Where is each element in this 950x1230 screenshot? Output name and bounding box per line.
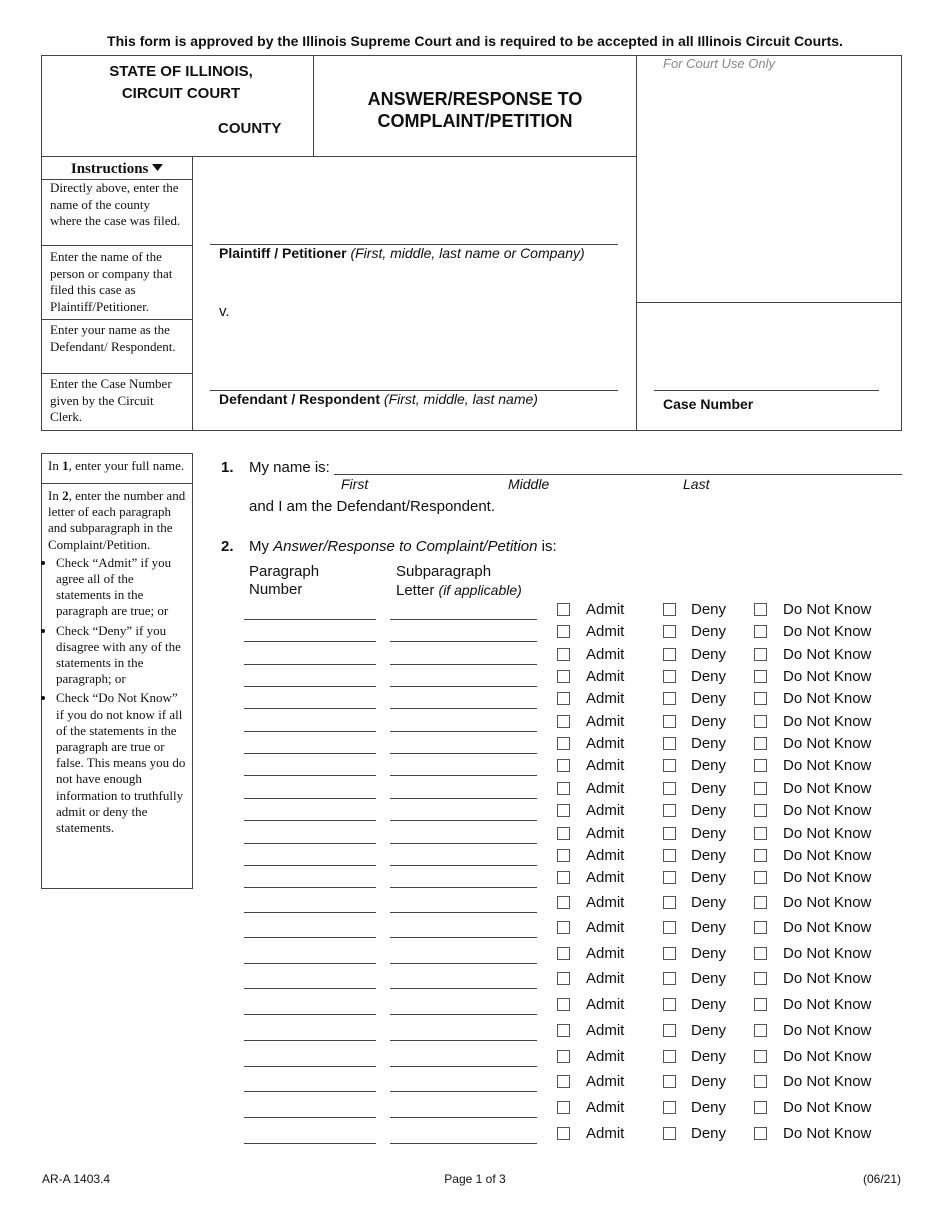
deny-checkbox[interactable]: [663, 692, 676, 705]
instruction-plaintiff-text: Enter the name of the person or company that filed this case as Plaintiff/Petitioner.: [50, 249, 173, 314]
admit-checkbox[interactable]: [557, 804, 570, 817]
paragraph-number-field[interactable]: [244, 937, 376, 938]
instruction-item1-num: 1: [62, 458, 69, 473]
deny-checkbox[interactable]: [663, 804, 676, 817]
do-not-know-label: Do Not Know: [783, 919, 872, 936]
do-not-know-checkbox[interactable]: [754, 1024, 767, 1037]
do-not-know-label: Do Not Know: [783, 712, 872, 730]
instruction-case-number-text: Enter the Case Number given by the Circuit Clerk.: [50, 376, 172, 424]
deny-label: Deny: [691, 1048, 727, 1065]
paragraph-number-field[interactable]: [244, 1117, 376, 1118]
admit-label: Admit: [586, 712, 625, 730]
deny-label: Deny: [691, 645, 727, 663]
paragraph-number-field[interactable]: [244, 686, 376, 687]
deny-label: Deny: [691, 824, 727, 842]
deny-label: Deny: [691, 1099, 727, 1116]
admit-checkbox[interactable]: [557, 625, 570, 638]
state-line: STATE OF ILLINOIS,: [109, 63, 253, 80]
subparagraph-letter-field[interactable]: [390, 937, 537, 938]
court-box-divider: [636, 302, 902, 303]
admit-label: Admit: [586, 1125, 625, 1142]
do-not-know-checkbox[interactable]: [754, 896, 767, 909]
deny-label: Deny: [691, 690, 727, 708]
plaintiff-label-hint: (First, middle, last name or Company): [350, 245, 585, 261]
full-name-field[interactable]: [334, 474, 902, 475]
deny-label: Deny: [691, 894, 727, 911]
section1-suffix: and I am the Defendant/Respondent.: [249, 498, 496, 515]
subparagraph-letter-field[interactable]: [390, 708, 537, 709]
do-not-know-label: Do Not Know: [783, 945, 872, 962]
form-title: [313, 88, 637, 132]
paragraph-number-field[interactable]: [244, 1014, 376, 1015]
admit-checkbox[interactable]: [557, 782, 570, 795]
subparagraph-letter-field[interactable]: [390, 1066, 537, 1067]
instruction-item2-text: [48, 488, 187, 553]
subparagraph-letter-field[interactable]: [390, 753, 537, 754]
admit-label: Admit: [586, 996, 625, 1013]
subparagraph-letter-field[interactable]: [390, 619, 537, 620]
admit-checkbox[interactable]: [557, 827, 570, 840]
paragraph-number-field[interactable]: [244, 708, 376, 709]
admit-checkbox[interactable]: [557, 737, 570, 750]
do-not-know-label: Do Not Know: [783, 735, 872, 753]
subparagraph-letter-field[interactable]: [390, 843, 537, 844]
do-not-know-label: Do Not Know: [783, 690, 872, 708]
subparagraph-letter-field[interactable]: [390, 1014, 537, 1015]
section2-label-pre: My: [249, 538, 274, 555]
subparagraph-letter-field[interactable]: [390, 1117, 537, 1118]
deny-checkbox[interactable]: [663, 871, 676, 884]
section2-label-italic: Answer/Response to Complaint/Petition: [273, 538, 538, 555]
deny-checkbox[interactable]: [663, 998, 676, 1011]
last-name-caption: Last: [683, 476, 710, 492]
admit-checkbox[interactable]: [557, 972, 570, 985]
deny-checkbox[interactable]: [663, 715, 676, 728]
deny-checkbox[interactable]: [663, 921, 676, 934]
do-not-know-label: Do Not Know: [783, 970, 872, 987]
instruction-case-number: [41, 374, 193, 431]
case-number-field[interactable]: [654, 390, 879, 391]
do-not-know-label: Do Not Know: [783, 869, 872, 887]
deny-label: Deny: [691, 919, 727, 936]
instruction-defendant: [41, 320, 193, 374]
deny-checkbox[interactable]: [663, 849, 676, 862]
deny-label: Deny: [691, 945, 727, 962]
instructions-heading-text: Instructions: [70, 161, 149, 177]
circuit-court-line: CIRCUIT COURT: [121, 85, 241, 102]
deny-checkbox[interactable]: [663, 759, 676, 772]
county-label: COUNTY: [218, 120, 282, 137]
form-title-line1: ANSWER/RESPONSE TO: [367, 89, 583, 109]
instruction-item1: [42, 454, 192, 483]
do-not-know-checkbox[interactable]: [754, 972, 767, 985]
do-not-know-checkbox[interactable]: [754, 670, 767, 683]
defendant-label-hint: (First, middle, last name): [383, 391, 538, 407]
admit-label: Admit: [586, 802, 625, 820]
admit-label: Admit: [586, 735, 625, 753]
paragraph-number-field[interactable]: [244, 1091, 376, 1092]
subparagraph-letter-field[interactable]: [390, 1143, 537, 1144]
admit-label: Admit: [586, 623, 625, 641]
paragraph-header-line1: Paragraph: [249, 563, 320, 580]
paragraph-number-field[interactable]: [244, 619, 376, 620]
admit-label: Admit: [586, 945, 625, 962]
subparagraph-column-header: [396, 563, 522, 600]
plaintiff-label: [219, 245, 585, 261]
deny-checkbox[interactable]: [663, 625, 676, 638]
instruction-bullets: [42, 555, 187, 836]
instruction-item1-pre: In: [48, 458, 63, 473]
do-not-know-checkbox[interactable]: [754, 827, 767, 840]
do-not-know-checkbox[interactable]: [754, 625, 767, 638]
do-not-know-checkbox[interactable]: [754, 737, 767, 750]
do-not-know-label: Do Not Know: [783, 668, 872, 686]
admit-checkbox[interactable]: [557, 603, 570, 616]
instruction-plaintiff: [41, 246, 193, 320]
admit-label: Admit: [586, 970, 625, 987]
paragraph-header-line2: Number: [249, 581, 303, 598]
admit-label: Admit: [586, 824, 625, 842]
do-not-know-checkbox[interactable]: [754, 782, 767, 795]
do-not-know-checkbox[interactable]: [754, 947, 767, 960]
admit-label: Admit: [586, 846, 625, 864]
paragraph-number-field[interactable]: [244, 731, 376, 732]
deny-label: Deny: [691, 802, 727, 820]
deny-label: Deny: [691, 1073, 727, 1090]
do-not-know-label: Do Not Know: [783, 757, 872, 775]
do-not-know-label: Do Not Know: [783, 623, 872, 641]
instruction-bullet-admit: • Check “Admit” if you agree all of the statements in the paragraph are true; or: [56, 555, 187, 620]
admit-label: Admit: [586, 668, 625, 686]
admit-label: Admit: [586, 1073, 625, 1090]
instruction-item2: [42, 483, 192, 842]
admit-checkbox[interactable]: [557, 670, 570, 683]
subparagraph-letter-field[interactable]: [390, 912, 537, 913]
admit-label: Admit: [586, 645, 625, 663]
subparagraph-letter-field[interactable]: [390, 686, 537, 687]
deny-checkbox[interactable]: [663, 1127, 676, 1140]
deny-checkbox[interactable]: [663, 827, 676, 840]
page-number: Page 1 of 3: [444, 1172, 506, 1186]
form-code: AR-A 1403.4: [42, 1172, 111, 1186]
paragraph-number-field[interactable]: [244, 963, 376, 964]
subparagraph-letter-field[interactable]: [390, 963, 537, 964]
deny-checkbox[interactable]: [663, 972, 676, 985]
do-not-know-label: Do Not Know: [783, 996, 872, 1013]
do-not-know-checkbox[interactable]: [754, 804, 767, 817]
instruction-bullet-dontknow: • Check “Do Not Know” if you do not know if all of the statements in the paragraph are true or false. This means you do not have enough information to truthfully admit or deny the statements.: [56, 690, 187, 836]
deny-checkbox[interactable]: [663, 603, 676, 616]
do-not-know-checkbox[interactable]: [754, 1101, 767, 1114]
instructions-heading: [41, 156, 193, 180]
admit-label: Admit: [586, 894, 625, 911]
admit-checkbox[interactable]: [557, 1024, 570, 1037]
deny-label: Deny: [691, 712, 727, 730]
section1-number: 1.: [221, 459, 234, 476]
do-not-know-label: Do Not Know: [783, 824, 872, 842]
admit-checkbox[interactable]: [557, 871, 570, 884]
deny-label: Deny: [691, 735, 727, 753]
court-use-box: [636, 55, 902, 431]
court-use-label: For Court Use Only: [663, 56, 775, 71]
subparagraph-letter-field[interactable]: [390, 820, 537, 821]
deny-checkbox[interactable]: [663, 737, 676, 750]
admit-label: Admit: [586, 1048, 625, 1065]
do-not-know-label: Do Not Know: [783, 1022, 872, 1039]
subparagraph-letter-field[interactable]: [390, 988, 537, 989]
do-not-know-label: Do Not Know: [783, 1048, 872, 1065]
admit-label: Admit: [586, 869, 625, 887]
paragraph-number-field[interactable]: [244, 775, 376, 776]
subparagraph-letter-field[interactable]: [390, 798, 537, 799]
instruction-county-text: Directly above, enter the name of the county where the case was filed.: [50, 180, 181, 228]
do-not-know-checkbox[interactable]: [754, 921, 767, 934]
do-not-know-checkbox[interactable]: [754, 648, 767, 661]
deny-label: Deny: [691, 1125, 727, 1142]
instruction-item2-num: 2: [62, 488, 69, 503]
admit-checkbox[interactable]: [557, 1050, 570, 1063]
deny-checkbox[interactable]: [663, 670, 676, 683]
deny-label: Deny: [691, 668, 727, 686]
deny-label: Deny: [691, 601, 727, 618]
paragraph-number-field[interactable]: [244, 664, 376, 665]
admit-label: Admit: [586, 1022, 625, 1039]
deny-checkbox[interactable]: [663, 648, 676, 661]
defendant-label: [219, 391, 538, 407]
approval-notice: This form is approved by the Illinois Supreme Court and is required to be accepted in all Illinois Circuit Courts.: [107, 33, 843, 49]
paragraph-number-field[interactable]: [244, 641, 376, 642]
deny-label: Deny: [691, 869, 727, 887]
paragraph-number-field[interactable]: [244, 988, 376, 989]
subparagraph-header-hint: (if applicable): [438, 582, 522, 598]
deny-label: Deny: [691, 779, 727, 797]
form-title-line2: COMPLAINT/PETITION: [377, 111, 573, 131]
paragraph-number-field[interactable]: [244, 843, 376, 844]
paragraph-column-header: [249, 563, 319, 599]
admit-checkbox[interactable]: [557, 947, 570, 960]
subparagraph-header-line2: [396, 581, 522, 600]
instruction-item2-post: , enter the number and letter of each paragraph and subparagraph in the Complaint/Petition.: [48, 488, 186, 552]
admit-label: Admit: [586, 601, 625, 618]
deny-checkbox[interactable]: [663, 1101, 676, 1114]
subparagraph-letter-field[interactable]: [390, 1040, 537, 1041]
defendant-label-bold: Defendant / Respondent: [219, 391, 381, 407]
paragraph-number-field[interactable]: [244, 865, 376, 866]
admit-checkbox[interactable]: [557, 896, 570, 909]
deny-label: Deny: [691, 757, 727, 775]
do-not-know-label: Do Not Know: [783, 1073, 872, 1090]
do-not-know-checkbox[interactable]: [754, 871, 767, 884]
paragraph-number-field[interactable]: [244, 887, 376, 888]
subparagraph-letter-field[interactable]: [390, 775, 537, 776]
admit-checkbox[interactable]: [557, 759, 570, 772]
admit-checkbox[interactable]: [557, 692, 570, 705]
deny-label: Deny: [691, 1022, 727, 1039]
first-name-caption: First: [341, 476, 369, 492]
do-not-know-label: Do Not Know: [783, 802, 872, 820]
case-number-label: Case Number: [663, 396, 754, 412]
admit-checkbox[interactable]: [557, 648, 570, 661]
instruction-county: [41, 180, 193, 246]
paragraph-number-field[interactable]: [244, 1066, 376, 1067]
admit-label: Admit: [586, 690, 625, 708]
subparagraph-header-line1: Subparagraph: [396, 563, 492, 580]
deny-label: Deny: [691, 996, 727, 1013]
do-not-know-label: Do Not Know: [783, 601, 872, 618]
admit-label: Admit: [586, 779, 625, 797]
plaintiff-label-bold: Plaintiff / Petitioner: [219, 245, 347, 261]
deny-label: Deny: [691, 846, 727, 864]
triangle-down-icon: [152, 164, 163, 172]
instruction-item1-post: , enter your full name.: [68, 458, 185, 473]
subparagraph-letter-field[interactable]: [390, 731, 537, 732]
section2-label: [249, 538, 557, 555]
instruction-bullet-deny: • Check “Deny” if you disagree with any of the statements in the paragraph; or: [56, 623, 187, 688]
admit-checkbox[interactable]: [557, 849, 570, 862]
admit-checkbox[interactable]: [557, 715, 570, 728]
deny-checkbox[interactable]: [663, 1075, 676, 1088]
do-not-know-label: Do Not Know: [783, 645, 872, 663]
do-not-know-checkbox[interactable]: [754, 1050, 767, 1063]
do-not-know-label: Do Not Know: [783, 779, 872, 797]
admit-label: Admit: [586, 1099, 625, 1116]
admit-checkbox[interactable]: [557, 921, 570, 934]
subparagraph-letter-field[interactable]: [390, 887, 537, 888]
subparagraph-letter-field[interactable]: [390, 865, 537, 866]
section2-label-post: is:: [537, 538, 557, 555]
subparagraph-letter-field[interactable]: [390, 664, 537, 665]
answer-instructions: [41, 453, 193, 889]
deny-checkbox[interactable]: [663, 1024, 676, 1037]
paragraph-number-field[interactable]: [244, 753, 376, 754]
do-not-know-label: Do Not Know: [783, 846, 872, 864]
middle-name-caption: Middle: [508, 476, 550, 492]
deny-checkbox[interactable]: [663, 896, 676, 909]
instruction-item2-pre: In: [48, 488, 63, 503]
do-not-know-checkbox[interactable]: [754, 998, 767, 1011]
do-not-know-label: Do Not Know: [783, 1099, 872, 1116]
admit-label: Admit: [586, 757, 625, 775]
do-not-know-checkbox[interactable]: [754, 1127, 767, 1140]
deny-checkbox[interactable]: [663, 947, 676, 960]
do-not-know-checkbox[interactable]: [754, 849, 767, 862]
admit-label: Admit: [586, 919, 625, 936]
deny-checkbox[interactable]: [663, 782, 676, 795]
admit-checkbox[interactable]: [557, 1101, 570, 1114]
do-not-know-label: Do Not Know: [783, 1125, 872, 1142]
do-not-know-label: Do Not Know: [783, 894, 872, 911]
do-not-know-checkbox[interactable]: [754, 715, 767, 728]
instruction-defendant-text: Enter your name as the Defendant/ Respondent.: [50, 322, 176, 354]
deny-checkbox[interactable]: [663, 1050, 676, 1063]
do-not-know-checkbox[interactable]: [754, 692, 767, 705]
subparagraph-letter-field[interactable]: [390, 1091, 537, 1092]
admit-checkbox[interactable]: [557, 1075, 570, 1088]
versus-label: v.: [219, 303, 230, 320]
section1-label: My name is:: [249, 459, 330, 476]
subparagraph-letter-field[interactable]: [390, 641, 537, 642]
deny-label: Deny: [691, 623, 727, 641]
admit-checkbox[interactable]: [557, 998, 570, 1011]
paragraph-number-field[interactable]: [244, 912, 376, 913]
state-court-title: [41, 61, 321, 105]
paragraph-number-field[interactable]: [244, 820, 376, 821]
section2-number: 2.: [221, 538, 234, 555]
paragraph-number-field[interactable]: [244, 1040, 376, 1041]
paragraph-number-field[interactable]: [244, 798, 376, 799]
form-date: (06/21): [862, 1172, 901, 1186]
subparagraph-header-letter: Letter: [396, 582, 439, 599]
admit-checkbox[interactable]: [557, 1127, 570, 1140]
paragraph-number-field[interactable]: [244, 1143, 376, 1144]
deny-label: Deny: [691, 970, 727, 987]
do-not-know-checkbox[interactable]: [754, 603, 767, 616]
do-not-know-checkbox[interactable]: [754, 1075, 767, 1088]
do-not-know-checkbox[interactable]: [754, 759, 767, 772]
